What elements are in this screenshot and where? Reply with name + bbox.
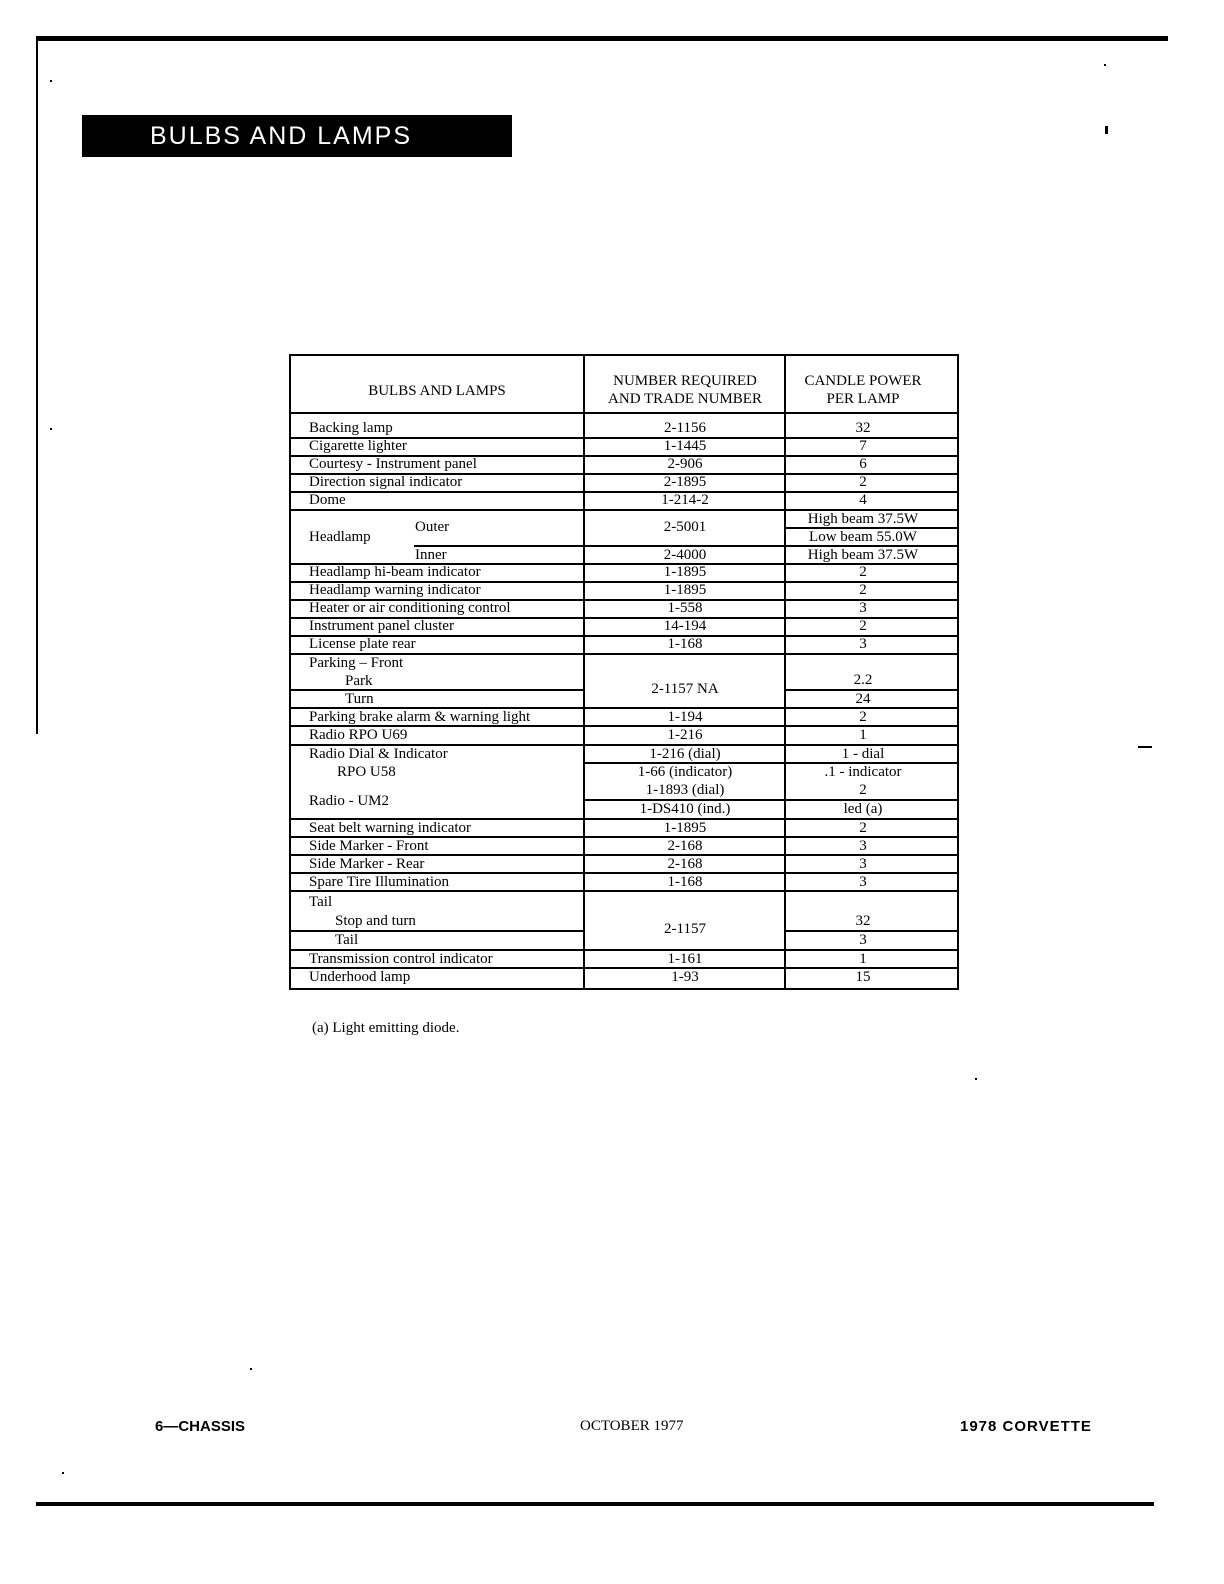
top-rule: [36, 36, 1168, 41]
bottom-rule: [36, 1502, 1154, 1506]
row-name: License plate rear: [309, 636, 416, 652]
row-name: Courtesy - Instrument panel: [309, 456, 477, 472]
scan-speck: [50, 80, 52, 82]
parking-turn-power: 24: [855, 691, 871, 707]
column-divider: [583, 356, 585, 988]
row-name: Parking brake alarm & warning light: [309, 709, 531, 725]
scan-speck: [1138, 746, 1152, 748]
header-candle-line2: PER LAMP: [826, 391, 900, 407]
row-candle-power: 15: [855, 969, 871, 985]
row-candle-power: 2: [859, 582, 867, 598]
header-candle-line1: CANDLE POWER: [804, 373, 922, 389]
row-trade-number: 2-1895: [663, 474, 707, 490]
row-candle-power: 1: [859, 727, 867, 743]
row-candle-power: 2: [859, 564, 867, 580]
row-candle-power: 2: [859, 820, 867, 836]
tail-tail-label: Tail: [335, 932, 359, 948]
row-candle-power: 7: [859, 438, 867, 454]
row-name: Radio RPO U69: [309, 727, 408, 743]
header-number-line2: AND TRADE NUMBER: [608, 391, 762, 407]
tail-stop-turn-label: Stop and turn: [335, 913, 416, 929]
row-candle-power: 32: [855, 420, 871, 436]
radio-u58-dial-power: 1 - dial: [841, 746, 885, 762]
radio-u58-indicator-power: .1 - indicator: [824, 764, 902, 780]
parking-trade: 2-1157 NA: [651, 681, 719, 697]
row-candle-power: 2: [859, 474, 867, 490]
footer-date: OCTOBER 1977: [580, 1418, 684, 1434]
footnote: (a) Light emitting diode.: [312, 1020, 460, 1036]
headlamp-outer-high-beam: High beam 37.5W: [807, 511, 919, 527]
row-name: Spare Tire Illumination: [309, 874, 449, 890]
headlamp-outer-label: Outer: [415, 519, 450, 535]
row-candle-power: 3: [859, 874, 867, 890]
headlamp-inner-trade: 2-4000: [663, 547, 707, 563]
radio-um2-label: Radio - UM2: [309, 793, 389, 809]
scan-speck: [50, 428, 52, 430]
parking-turn-label: Turn: [345, 691, 374, 707]
scan-speck: [62, 1472, 64, 1474]
row-trade-number: 1-93: [671, 969, 699, 985]
row-trade-number: 1-194: [667, 709, 703, 725]
header-number-line1: NUMBER REQUIRED: [613, 373, 757, 389]
parking-park-power: 2.2: [853, 672, 873, 688]
row-name: Dome: [309, 492, 346, 508]
tail-tail-power: 3: [859, 932, 867, 948]
footer-section: 6—CHASSIS: [155, 1418, 246, 1435]
row-candle-power: 3: [859, 600, 867, 616]
row-trade-number: 1-214-2: [661, 492, 709, 508]
row-trade-number: 1-1895: [663, 820, 707, 836]
row-candle-power: 2: [859, 618, 867, 634]
row-trade-number: 2-168: [667, 856, 703, 872]
row-name: Side Marker - Front: [309, 838, 429, 854]
parking-label: Parking – Front: [309, 655, 404, 671]
row-trade-number: 2-1156: [664, 420, 706, 436]
header-bulbs: BULBS AND LAMPS: [368, 383, 506, 399]
tail-stop-power: 32: [855, 913, 871, 929]
column-divider: [784, 356, 786, 988]
headlamp-inner-label: Inner: [415, 547, 447, 563]
row-trade-number: 1-1445: [663, 438, 707, 454]
row-name: Headlamp hi-beam indicator: [309, 564, 481, 580]
radio-um2-dial-trade: 1-1893 (dial): [645, 782, 725, 798]
row-trade-number: 14-194: [663, 618, 707, 634]
sub-row-divider: [291, 689, 583, 691]
parking-park-label: Park: [345, 673, 373, 689]
radio-u58-indicator-trade: 1-66 (indicator): [637, 764, 733, 780]
tail-label: Tail: [309, 894, 333, 910]
radio-um2-dial-power: 2: [859, 782, 867, 798]
row-trade-number: 2-168: [667, 838, 703, 854]
row-name: Underhood lamp: [309, 969, 411, 985]
headlamp-inner-high-beam: High beam 37.5W: [807, 547, 919, 563]
footer-model: 1978 CORVETTE: [960, 1418, 1092, 1435]
row-trade-number: 1-1895: [663, 582, 707, 598]
row-trade-number: 1-1895: [663, 564, 707, 580]
row-candle-power: 6: [859, 456, 867, 472]
scan-speck: [250, 1368, 252, 1370]
scan-speck: [975, 1078, 977, 1080]
headlamp-outer-trade: 2-5001: [663, 519, 707, 535]
row-name: Headlamp warning indicator: [309, 582, 481, 598]
radio-u58-rpo-label: RPO U58: [337, 764, 396, 780]
row-candle-power: 4: [859, 492, 867, 508]
row-divider: [291, 412, 957, 414]
left-rule: [36, 36, 38, 734]
row-name: Direction signal indicator: [309, 474, 463, 490]
row-trade-number: 1-216: [667, 727, 703, 743]
row-trade-number: 1-558: [667, 600, 703, 616]
row-name: Transmission control indicator: [309, 951, 493, 967]
scan-speck: [1104, 64, 1106, 66]
row-name: Backing lamp: [309, 420, 393, 436]
row-trade-number: 1-168: [667, 636, 703, 652]
row-candle-power: 3: [859, 636, 867, 652]
headlamp-label: Headlamp: [309, 529, 371, 545]
radio-u58-label: Radio Dial & Indicator: [309, 746, 448, 762]
row-name: Cigarette lighter: [309, 438, 407, 454]
row-name: Heater or air conditioning control: [309, 600, 511, 616]
bulbs-table: [289, 354, 959, 990]
row-candle-power: 1: [859, 951, 867, 967]
row-name: Side Marker - Rear: [309, 856, 425, 872]
row-candle-power: 3: [859, 838, 867, 854]
row-trade-number: 1-168: [667, 874, 703, 890]
row-name: Instrument panel cluster: [309, 618, 454, 634]
row-candle-power: 2: [859, 709, 867, 725]
radio-um2-ind-power: led (a): [843, 801, 883, 817]
scan-speck: [1105, 126, 1108, 134]
radio-um2-ind-trade: 1-DS410 (ind.): [639, 801, 731, 817]
headlamp-outer-low-beam: Low beam 55.0W: [809, 529, 917, 545]
tail-trade: 2-1157: [664, 921, 706, 937]
row-candle-power: 3: [859, 856, 867, 872]
radio-u58-dial-trade: 1-216 (dial): [649, 746, 721, 762]
section-title: BULBS AND LAMPS: [82, 115, 512, 157]
row-trade-number: 1-161: [667, 951, 703, 967]
row-trade-number: 2-906: [667, 456, 703, 472]
row-name: Seat belt warning indicator: [309, 820, 472, 836]
